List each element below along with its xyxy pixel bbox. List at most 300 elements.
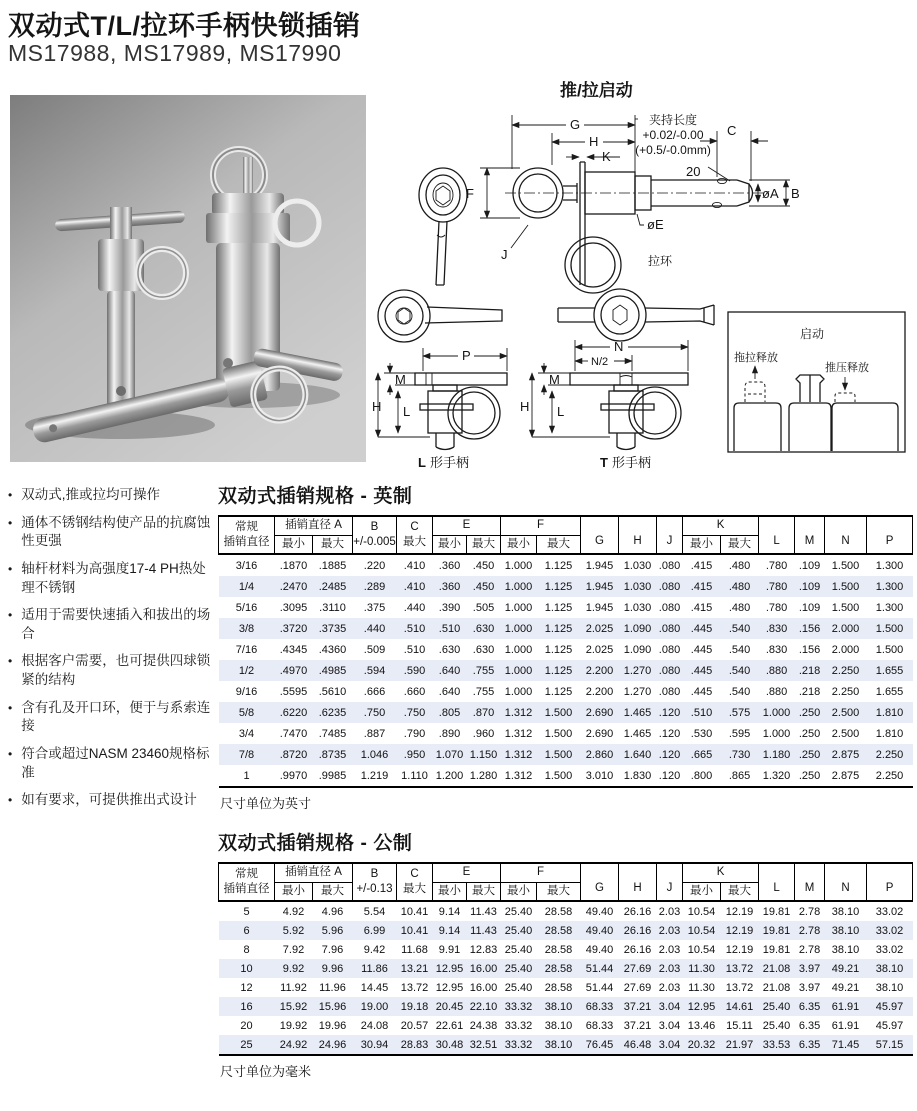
- spec-row: [219, 660, 913, 681]
- spec-cell: 26.16: [623, 943, 652, 956]
- spec-cell: .660: [403, 685, 426, 698]
- spec-cell: .450: [467, 576, 501, 597]
- imperial-title-unit: 英制: [373, 486, 413, 507]
- spec-cell: 28.58: [544, 905, 573, 918]
- column-header: 最大: [537, 535, 581, 554]
- pull-release-label: 拖拉释放: [734, 352, 778, 364]
- spec-cell: 10: [219, 959, 275, 978]
- spec-cell: 1.000: [504, 685, 533, 698]
- spec-row: [219, 723, 913, 744]
- spec-cell: 33.32: [501, 1035, 537, 1055]
- spec-cell: 10.54: [683, 921, 721, 940]
- dim-g-label: G: [570, 117, 581, 132]
- feature-item: [8, 745, 218, 782]
- product-photo: [10, 95, 366, 462]
- side-view-ring-pin: [419, 168, 467, 285]
- clamp-tol-inch: +0.02/-0.00: [642, 128, 704, 142]
- column-header: M: [795, 516, 825, 554]
- spec-cell: .410: [397, 576, 433, 597]
- spec-cell: 7.96: [321, 943, 344, 956]
- spec-cell: 1.500: [544, 769, 573, 782]
- spec-cell: .120: [658, 769, 681, 782]
- spec-cell: .7485: [318, 727, 347, 740]
- spec-row: [219, 978, 913, 997]
- spec-row: [219, 940, 913, 959]
- spec-cell: .540: [721, 618, 759, 639]
- spec-row: [219, 702, 913, 723]
- dim-p-label: P: [462, 348, 471, 363]
- spec-cell: .440: [403, 601, 426, 614]
- feature-text: 符合或超过NASM 23460规格标准: [21, 745, 210, 780]
- spec-cell: 7/8: [219, 744, 275, 765]
- spec-cell: .730: [721, 744, 759, 765]
- spec-cell: .390: [438, 601, 461, 614]
- spec-cell: .509: [363, 643, 386, 656]
- spec-cell: 2.250: [875, 769, 904, 782]
- dim-h-label: H: [589, 134, 599, 149]
- spec-cell: 1.830: [623, 769, 652, 782]
- spec-cell: .9985: [318, 769, 347, 782]
- feature-item: [8, 699, 218, 736]
- dim-j-label: J: [501, 247, 508, 262]
- spec-cell: 38.10: [875, 981, 904, 994]
- spec-cell: .080: [658, 601, 681, 614]
- spec-cell: 2.200: [581, 660, 619, 681]
- spec-cell: 20: [240, 1019, 253, 1032]
- page-title: 双动式T/L/拉环手柄快锁插销: [8, 11, 361, 41]
- spec-cell: .755: [472, 685, 495, 698]
- spec-row: [219, 959, 913, 978]
- spec-tables-column: [218, 481, 914, 1096]
- spec-cell: 25.40: [504, 981, 533, 994]
- spec-cell: 2.500: [831, 727, 860, 740]
- spec-cell: 30.48: [433, 1035, 467, 1055]
- feature-item: [8, 560, 218, 597]
- spec-cell: 49.40: [585, 905, 614, 918]
- spec-cell: 6.35: [795, 997, 825, 1016]
- spec-cell: .665: [683, 744, 721, 765]
- spec-cell: 38.10: [867, 959, 913, 978]
- spec-cell: 13.72: [721, 959, 759, 978]
- spec-cell: .805: [433, 702, 467, 723]
- spec-cell: 1.945: [585, 601, 614, 614]
- spec-cell: .830: [765, 643, 788, 656]
- spec-cell: 1.312: [501, 744, 537, 765]
- spec-cell: .415: [683, 576, 721, 597]
- column-header: 插销直径 A: [275, 863, 353, 882]
- spec-cell: 1.125: [544, 685, 573, 698]
- spec-cell: 68.33: [585, 1019, 614, 1032]
- imperial-section-title: [218, 481, 914, 508]
- spec-cell: 2.78: [798, 943, 821, 956]
- dim-n-half-label: N/2: [591, 356, 609, 368]
- spec-cell: .445: [690, 643, 713, 656]
- dim-k-label: K: [602, 149, 611, 164]
- spec-cell: 9.42: [363, 943, 386, 956]
- spec-cell: .120: [657, 744, 683, 765]
- feature-text: 如有要求，可提供推出式设计: [21, 792, 197, 808]
- spec-cell: 11.43: [467, 921, 501, 940]
- column-header: G: [581, 863, 619, 901]
- spec-cell: 13.72: [400, 981, 429, 994]
- spec-cell: .755: [467, 660, 501, 681]
- spec-cell: 1.312: [501, 702, 537, 723]
- spec-cell: 37.21: [623, 1019, 652, 1032]
- spec-cell: .445: [683, 618, 721, 639]
- l-handle-caption-text: 形手柄: [430, 455, 470, 470]
- spec-cell: .8735: [313, 744, 353, 765]
- spec-cell: 2.03: [658, 943, 681, 956]
- spec-cell: 2.78: [795, 921, 825, 940]
- column-header: 插销直径 A: [275, 516, 353, 535]
- spec-cell: 1.312: [504, 769, 533, 782]
- imperial-title-text: 双动式插销规格: [218, 486, 355, 507]
- spec-cell: 9.96: [313, 959, 353, 978]
- spec-cell: .2485: [313, 576, 353, 597]
- spec-cell: 1.465: [623, 727, 652, 740]
- spec-cell: 38.10: [825, 921, 867, 940]
- spec-cell: 5.96: [313, 921, 353, 940]
- spec-cell: 3/16: [235, 559, 258, 572]
- spec-cell: .080: [657, 618, 683, 639]
- column-header: 最小: [501, 535, 537, 554]
- column-header: 最小: [433, 535, 467, 554]
- dim-dia-e-label: øE: [647, 217, 664, 232]
- spec-cell: 1.180: [759, 744, 795, 765]
- spec-row: [219, 618, 913, 639]
- spec-cell: 1/2: [219, 660, 275, 681]
- spec-cell: .6235: [313, 702, 353, 723]
- spec-cell: .6220: [275, 702, 313, 723]
- spec-cell: 1.500: [831, 601, 860, 614]
- feature-item: [8, 606, 218, 643]
- spec-cell: 1.280: [469, 769, 498, 782]
- spec-cell: .109: [795, 576, 825, 597]
- spec-cell: .780: [765, 559, 788, 572]
- spec-cell: 1.000: [501, 576, 537, 597]
- spec-row: [219, 597, 913, 618]
- spec-cell: 38.10: [831, 943, 860, 956]
- spec-cell: 33.02: [867, 921, 913, 940]
- spec-cell: 1.090: [623, 643, 652, 656]
- spec-cell: 37.21: [619, 997, 657, 1016]
- spec-row: [219, 1035, 913, 1055]
- spec-cell: 1.945: [581, 576, 619, 597]
- feature-list: [8, 486, 218, 819]
- dim-f-label: F: [466, 186, 474, 201]
- dim-l2-label: L: [557, 404, 565, 419]
- spec-cell: 1.945: [585, 559, 614, 572]
- spec-cell: .5595: [279, 685, 308, 698]
- column-header: 最小: [501, 882, 537, 901]
- spec-cell: 1.110: [401, 769, 428, 782]
- imperial-spec-table: [218, 515, 913, 788]
- column-header: 最小: [683, 882, 721, 901]
- dim-b-label: B: [791, 186, 800, 201]
- spec-cell: 32.51: [467, 1035, 501, 1055]
- spec-cell: 33.02: [875, 905, 904, 918]
- spec-cell: .120: [658, 727, 681, 740]
- spec-cell: 16: [219, 997, 275, 1016]
- spec-cell: .360: [433, 576, 467, 597]
- spec-cell: 1.030: [623, 601, 652, 614]
- spec-cell: 25: [219, 1035, 275, 1055]
- imperial-unit-note: 尺寸单位为英寸: [220, 796, 312, 812]
- spec-cell: 2.03: [657, 959, 683, 978]
- dim-m2-label: M: [549, 372, 560, 387]
- spec-cell: 33.32: [504, 1019, 533, 1032]
- spec-cell: 2.03: [658, 981, 681, 994]
- spec-cell: .480: [728, 559, 751, 572]
- spec-cell: 24.38: [469, 1019, 498, 1032]
- spec-cell: .510: [403, 643, 426, 656]
- t-handle-drawing: [520, 289, 714, 470]
- spec-cell: 8: [243, 943, 250, 956]
- column-header: L: [759, 516, 795, 554]
- dim-h3-label: H: [520, 399, 530, 414]
- spec-cell: .505: [472, 601, 495, 614]
- spec-cell: 19.81: [759, 921, 795, 940]
- spec-cell: 21.97: [721, 1035, 759, 1055]
- actuation-box: [728, 312, 905, 452]
- spec-cell: 1.000: [504, 601, 533, 614]
- spec-cell: .8720: [275, 744, 313, 765]
- column-header: M: [795, 863, 825, 901]
- bullet-icon: •: [8, 793, 13, 808]
- spec-cell: 38.10: [537, 1035, 581, 1055]
- spec-cell: 1.655: [867, 660, 913, 681]
- dim-m-label: M: [395, 372, 406, 387]
- spec-cell: 5/16: [235, 601, 258, 614]
- column-header: J: [657, 516, 683, 554]
- spec-cell: 3.04: [657, 1035, 683, 1055]
- spec-cell: 11.96: [319, 981, 346, 994]
- spec-cell: .415: [690, 601, 713, 614]
- spec-cell: .3095: [279, 601, 308, 614]
- spec-cell: 2.200: [585, 685, 614, 698]
- spec-cell: 1.046: [353, 744, 397, 765]
- spec-cell: .250: [795, 702, 825, 723]
- spec-cell: 12.95: [435, 981, 464, 994]
- spec-cell: .4345: [279, 643, 308, 656]
- spec-cell: 12.83: [469, 943, 498, 956]
- spec-cell: 1.500: [544, 727, 573, 740]
- spec-cell: 1/4: [219, 576, 275, 597]
- spec-cell: 1.125: [537, 576, 581, 597]
- spec-cell: 1.300: [875, 559, 904, 572]
- spec-cell: 33.32: [501, 997, 537, 1016]
- spec-cell: 28.58: [544, 981, 573, 994]
- spec-cell: 2.025: [581, 618, 619, 639]
- metric-unit-note: 尺寸单位为毫米: [220, 1064, 312, 1080]
- spec-cell: 2.500: [825, 702, 867, 723]
- spec-cell: 16.00: [469, 981, 498, 994]
- t-handle-caption-letter: T: [600, 455, 608, 470]
- spec-cell: .156: [798, 643, 821, 656]
- spec-cell: 49.40: [581, 921, 619, 940]
- spec-cell: 1.000: [501, 660, 537, 681]
- spec-cell: 2.875: [825, 744, 867, 765]
- spec-cell: 2.000: [831, 643, 860, 656]
- spec-cell: 1.270: [619, 660, 657, 681]
- spec-cell: 6.35: [795, 1035, 825, 1055]
- spec-cell: 1.000: [759, 702, 795, 723]
- spec-cell: 51.44: [581, 959, 619, 978]
- spec-cell: 25.40: [501, 959, 537, 978]
- spec-cell: 12: [240, 981, 253, 994]
- spec-cell: 11.92: [280, 981, 307, 994]
- spec-cell: 5.54: [363, 905, 386, 918]
- spec-cell: 2.250: [825, 660, 867, 681]
- spec-cell: 28.58: [537, 959, 581, 978]
- column-header: K: [683, 863, 759, 882]
- spec-cell: .510: [397, 618, 433, 639]
- spec-cell: 1.000: [504, 643, 533, 656]
- spec-cell: 1.810: [875, 727, 904, 740]
- spec-cell: .595: [728, 727, 751, 740]
- spec-cell: .250: [798, 727, 821, 740]
- spec-row: [219, 576, 913, 597]
- spec-cell: .7470: [279, 727, 308, 740]
- column-header: C 最大: [397, 516, 433, 554]
- spec-cell: 26.16: [623, 905, 652, 918]
- spec-cell: 19.81: [762, 943, 791, 956]
- spec-row: [219, 639, 913, 660]
- spec-cell: 46.48: [619, 1035, 657, 1055]
- feature-item: [8, 514, 218, 551]
- spec-cell: 2.690: [585, 727, 614, 740]
- spec-cell: 21.08: [759, 959, 795, 978]
- spec-cell: .780: [765, 601, 788, 614]
- bullet-icon: •: [8, 700, 13, 715]
- spec-cell: 2.03: [657, 921, 683, 940]
- feature-text: 适用于需要快速插入和拔出的场合: [21, 607, 211, 641]
- spec-cell: .156: [795, 618, 825, 639]
- spec-cell: .5610: [318, 685, 347, 698]
- spec-cell: .960: [472, 727, 495, 740]
- l-handle-caption-letter: L: [418, 455, 426, 470]
- column-header: 最大: [721, 535, 759, 554]
- spec-cell: 1.125: [537, 660, 581, 681]
- spec-cell: 7.92: [282, 943, 305, 956]
- column-header: 最大: [467, 535, 501, 554]
- spec-cell: .865: [728, 769, 751, 782]
- spec-cell: 12.19: [721, 921, 759, 940]
- spec-cell: 3.04: [658, 1019, 681, 1032]
- spec-cell: 9.91: [438, 943, 461, 956]
- spec-cell: 2.875: [831, 769, 860, 782]
- spec-cell: .540: [721, 660, 759, 681]
- spec-cell: 20.45: [433, 997, 467, 1016]
- feature-text: 通体不锈钢结构使产品的抗腐蚀性更强: [21, 514, 211, 549]
- spec-cell: .630: [467, 618, 501, 639]
- spec-cell: 22.61: [435, 1019, 464, 1032]
- bullet-icon: •: [8, 488, 13, 502]
- clamp-length-label: 夹持长度: [648, 113, 698, 127]
- spec-cell: .480: [721, 576, 759, 597]
- column-header: 最大: [467, 882, 501, 901]
- spec-cell: .594: [353, 660, 397, 681]
- column-header: 最小: [275, 535, 313, 554]
- spec-cell: 1.125: [544, 643, 573, 656]
- spec-cell: .666: [363, 685, 386, 698]
- column-header: P: [867, 516, 913, 554]
- spec-cell: .109: [798, 559, 821, 572]
- spec-cell: 12.95: [433, 959, 467, 978]
- spec-cell: .480: [728, 601, 751, 614]
- bullet-icon: •: [8, 561, 13, 576]
- spec-cell: 30.94: [353, 1035, 397, 1055]
- spec-cell: 6.35: [798, 1019, 821, 1032]
- spec-cell: 1.125: [544, 601, 573, 614]
- metric-title-text: 双动式插销规格: [218, 833, 355, 855]
- spec-row: [219, 681, 913, 702]
- clamp-tol-mm: (+0.5/-0.0mm): [635, 143, 711, 157]
- spec-cell: 27.69: [623, 981, 652, 994]
- spec-cell: 38.10: [537, 997, 581, 1016]
- column-header: B +/-0.005: [353, 516, 397, 554]
- spec-cell: 10.41: [400, 905, 429, 918]
- spec-cell: 21.08: [762, 981, 791, 994]
- spec-cell: .450: [472, 559, 495, 572]
- spec-cell: .410: [403, 559, 426, 572]
- spec-cell: .218: [795, 660, 825, 681]
- spec-cell: .109: [798, 601, 821, 614]
- spec-cell: 1.500: [875, 643, 904, 656]
- metric-spec-section: [218, 828, 914, 1080]
- spec-cell: .3110: [319, 601, 346, 614]
- spec-cell: 3.97: [795, 959, 825, 978]
- spec-cell: .870: [467, 702, 501, 723]
- spec-cell: 5.92: [275, 921, 313, 940]
- spec-cell: 1.300: [875, 601, 904, 614]
- column-header: F: [501, 516, 581, 535]
- spec-cell: 49.40: [585, 943, 614, 956]
- metric-title-unit: 公制: [373, 833, 413, 855]
- column-header: B +/-0.13: [353, 863, 397, 901]
- spec-cell: 45.97: [867, 997, 913, 1016]
- spec-cell: 1.030: [623, 559, 652, 572]
- spec-cell: .080: [658, 643, 681, 656]
- spec-cell: .080: [657, 576, 683, 597]
- spec-cell: 1.150: [467, 744, 501, 765]
- spec-cell: 28.58: [544, 943, 573, 956]
- spec-cell: 25.40: [501, 921, 537, 940]
- spec-cell: 26.16: [619, 921, 657, 940]
- spec-cell: .080: [658, 685, 681, 698]
- column-header: H: [619, 863, 657, 901]
- spec-cell: 1.125: [544, 559, 573, 572]
- spec-cell: 33.02: [875, 943, 904, 956]
- spec-cell: 9.14: [433, 921, 467, 940]
- spec-cell: .4360: [318, 643, 347, 656]
- spec-cell: 1.810: [867, 702, 913, 723]
- column-header: P: [867, 863, 913, 901]
- spec-cell: .800: [690, 769, 713, 782]
- spec-cell: .4970: [275, 660, 313, 681]
- feature-item: [8, 652, 218, 689]
- spec-row: [219, 997, 913, 1016]
- spec-cell: 6.99: [353, 921, 397, 940]
- spec-cell: 11.68: [401, 943, 428, 956]
- t-handle-caption-text: 形手柄: [612, 455, 652, 470]
- column-header: E: [433, 863, 501, 882]
- spec-cell: 2.690: [581, 702, 619, 723]
- spec-row: [219, 901, 913, 921]
- spec-cell: 1.000: [501, 618, 537, 639]
- spec-cell: .640: [433, 660, 467, 681]
- spec-cell: 2.025: [585, 643, 614, 656]
